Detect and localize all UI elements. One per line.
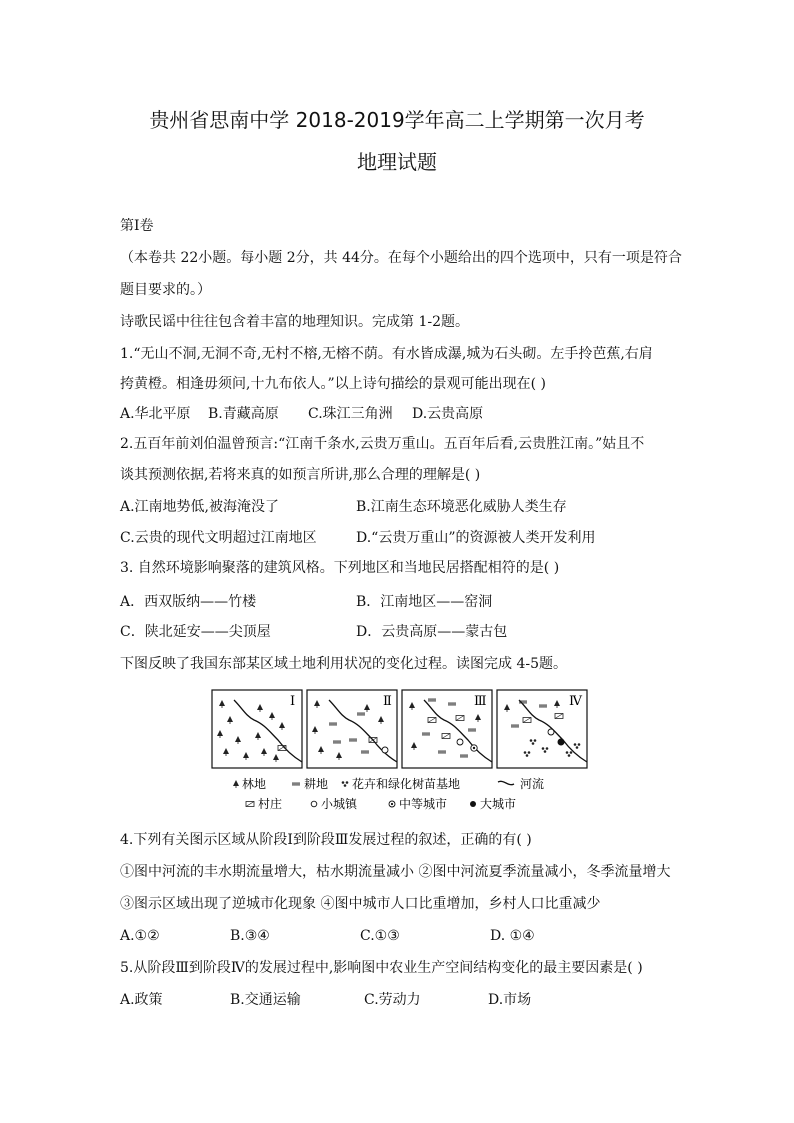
q2-option-c: C.云贵的现代文明超过江南地区: [120, 530, 317, 546]
q2-option-d: D.“云贵万重山”的资源被人类开发利用: [356, 530, 596, 546]
legend-row-2: [246, 796, 516, 811]
q2-option-b: B.江南生态环境恶化威胁人类生存: [356, 499, 567, 515]
q1-option-c: C.珠江三角洲: [308, 406, 393, 422]
panel-stage-2: [307, 690, 397, 768]
instructions-line-2: 题目要求的。）: [120, 282, 211, 298]
q4-option-d: D. ①④: [490, 928, 535, 944]
q4-stem: 4.下列有关图示区域从阶段Ⅰ到阶段Ⅲ发展过程的叙述，正确的有( ): [120, 832, 532, 848]
legend-medium-city: 中等城市: [399, 797, 448, 811]
land-use-stage-maps: [210, 688, 588, 812]
legend-farmland: 耕地: [304, 777, 329, 791]
q5-option-b: B.交通运输: [230, 992, 301, 1008]
q5-option-d: D.市场: [488, 992, 532, 1008]
q1-stem-line-2: 挎黄橙。相逢毋须问,十九布依人。”以上诗句描绘的景观可能出现在( ): [120, 376, 546, 392]
group-intro-1: 诗歌民谣中往往包含着丰富的地理知识。完成第 1-2题。: [120, 314, 469, 330]
section-label: 第Ⅰ卷: [120, 218, 154, 234]
legend-large-city: 大城市: [480, 797, 517, 811]
legend-row-1: [233, 776, 544, 791]
q3-option-a: A．西双版纳——竹楼: [120, 594, 257, 610]
panel-stage-4: [497, 690, 587, 768]
q3-option-d: D．云贵高原——蒙古包: [356, 624, 508, 640]
q5-stem: 5.从阶段Ⅲ到阶段Ⅳ的发展过程中,影响图中农业生产空间结构变化的最主要因素是( ): [120, 960, 643, 976]
q4-option-a: A.①②: [120, 928, 160, 944]
q4-statements-line-2: ③图示区域出现了逆城市化现象 ④图中城市人口比重增加，乡村人口比重减少: [120, 896, 601, 912]
q1-option-a: A.华北平原: [120, 406, 191, 422]
q2-stem-line-1: 2.五百年前刘伯温曾预言:“江南千条水,云贵万重山。五百年后看,云贵胜江南。”姑且不: [120, 436, 645, 452]
legend-small-town: 小城镇: [321, 797, 358, 811]
q4-statements-line-1: ①图中河流的丰水期流量增大，枯水期流量减小 ②图中河流夏季流量减小，冬季流量增大: [120, 864, 671, 880]
q3-option-c: C．陕北延安——尖顶屋: [120, 624, 271, 640]
q4-option-b: B.③④: [230, 928, 270, 944]
panel-3-label: Ⅲ: [474, 694, 487, 709]
panel-1-label: Ⅰ: [290, 694, 296, 709]
legend-flower-base: 花卉和绿化树苗基地: [352, 777, 461, 791]
panel-stage-1: [212, 690, 302, 768]
q5-option-a: A.政策: [120, 992, 163, 1008]
q3-stem: 3. 自然环境影响聚落的建筑风格。下列地区和当地民居搭配相符的是( ): [120, 560, 560, 576]
legend-village: 村庄: [258, 797, 283, 811]
q1-stem-line-1: 1.“无山不洞,无洞不奇,无村不榕,无榕不荫。有水皆成瀑,城为石头砌。左手拎芭蕉,右肩: [120, 346, 653, 362]
panel-2-label: Ⅱ: [383, 694, 392, 709]
legend-forest: 林地: [242, 777, 267, 791]
q1-option-b: B.青藏高原: [208, 406, 279, 422]
panel-4-label: Ⅳ: [569, 694, 582, 709]
instructions-line-1: （本卷共 22小题。每小题 2分，共 44分。在每个小题给出的四个选项中，只有一项是符合: [120, 250, 682, 266]
q5-option-c: C.劳动力: [364, 992, 421, 1008]
legend-river: 河流: [520, 777, 545, 791]
exam-subtitle: 地理试题: [357, 150, 437, 174]
q3-option-b: B．江南地区——窑洞: [356, 594, 493, 610]
q2-stem-line-2: 谈其预测依据,若将来真的如预言所讲,那么合理的理解是( ): [120, 467, 481, 483]
exam-title: 贵州省思南中学 2018-2019学年高二上学期第一次月考: [149, 108, 645, 132]
group-intro-2: 下图反映了我国东部某区域土地利用状况的变化过程。读图完成 4-5题。: [120, 656, 567, 672]
q1-option-d: D.云贵高原: [412, 406, 484, 422]
q4-option-c: C.①③: [360, 928, 400, 944]
q2-option-a: A.江南地势低,被海淹没了: [120, 499, 280, 515]
panel-stage-3: [402, 690, 492, 768]
